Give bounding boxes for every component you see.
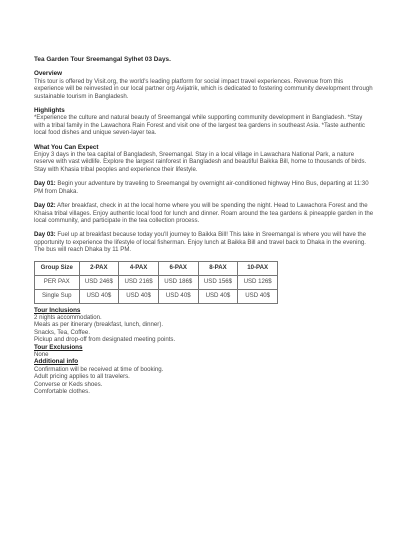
table-cell: USD 40$ [79,289,119,303]
list-item: 2 nights accommodation. [34,313,102,321]
list-item: Meals as per itinerary (breakfast, lunch, dinner). [34,321,164,329]
table-cell: PER PAX [35,275,80,289]
day-1-paragraph [34,180,374,195]
inclusions-heading: Tour Inclusions [34,306,81,314]
pricing-table [34,261,278,304]
expect-heading: What You Can Expect [34,143,99,151]
table-row [35,275,278,289]
day-2-text: After breakfast, check in at the local home where you will be spending the night. Head to Lawachora Forest and the Khaisa tribal villages. Enjoy authentic local food for lunch and dinner. Roam around the tea gardens & pineapple garden in the local community, and participate in the tea collection process. [34,202,374,224]
table-cell: USD 156$ [198,275,238,289]
day-1-text: Begin your adventure by traveling to Sreemangal by overnight air-conditioned highway Hino Bus, departing at 11:30 PM from Dhaka. [34,180,369,195]
table-cell: USD 40$ [119,289,159,303]
list-item: Comfortable clothes. [34,388,90,395]
list-item: Confirmation will be received at time of booking. [34,365,164,373]
day-2-paragraph [34,202,374,224]
document-body [34,56,374,395]
table-cell: Single Sup [35,289,80,303]
table-cell: USD 246$ [79,275,119,289]
header-cell: 10-PAX [238,261,278,275]
day-3-text: Fuel up at breakfast because today you'll journey to Baikka Bill! This lake in Sreemangal is where you will have the opportunity to experience the lifestyle of local fisherman. Enjoy lunch at Baikka Bill and travel back to Dhaka in the evening. The bus will reach Dhaka by 11 PM. [34,231,366,254]
exclusions-heading: Tour Exclusions [34,343,83,351]
header-cell: Group Size [35,261,80,275]
overview-text: This tour is offered by Visit.org, the world's leading platform for social impact travel experiences. Revenue from this experience will be reinvested in our local partner org Avijatrik, which is dedicated to fostering community development through sustainable tourism in Bangladesh. [34,77,373,100]
page-title: Tea Garden Tour Sreemangal Sylhet 03 Days. [34,56,171,63]
table-row [35,289,278,303]
table-cell: USD 216$ [119,275,159,289]
table-cell: USD 40$ [198,289,238,303]
list-item: Snacks, Tea, Coffee. [34,328,91,336]
day-2-label: Day 02: [34,202,56,210]
header-cell: 4-PAX [119,261,159,275]
highlights-text: *Experience the culture and natural beauty of Sreemangal while supporting community development in Bangladesh. *Stay with a tribal family in the Lawachora Rain Forest and visit one of the largest tea gardens in southeast Asia. *Taste authentic local food dishes and unique seven-layer tea. [34,114,365,137]
header-cell: 8-PAX [198,261,238,275]
expect-text: Enjoy 3 days in the tea capital of Bangladesh, Sreemangal. Stay in a local village in Lawachara National Park, a nature reserve with vast wildlife. Explore the largest rainforest in Bangladesh and beautiful Baikka Bill, home to thousands of birds. Stay with Khasia tribal peoples and experience their lifestyle. [34,151,367,173]
highlights-heading: Highlights [34,107,65,115]
table-cell: USD 40$ [158,289,198,303]
day-3-paragraph [34,231,374,253]
day-1-label: Day 01: [34,180,56,188]
list-item: None [34,350,49,358]
header-cell: 6-PAX [158,261,198,275]
list-item: Converse or Keds shoes. [34,380,103,388]
table-cell: USD 126$ [238,275,278,289]
list-item: Pickup and drop-off from designated meeting points. [34,336,176,344]
additional-info-heading: Additional info [34,358,79,366]
list-item: Adult pricing applies to all travelers. [34,373,130,381]
day-3-label: Day 03: [34,231,56,239]
table-cell: USD 40$ [238,289,278,303]
table-cell: USD 186$ [158,275,198,289]
overview-heading: Overview [34,70,63,78]
header-cell: 2-PAX [79,261,119,275]
pricing-header-row [35,261,278,275]
